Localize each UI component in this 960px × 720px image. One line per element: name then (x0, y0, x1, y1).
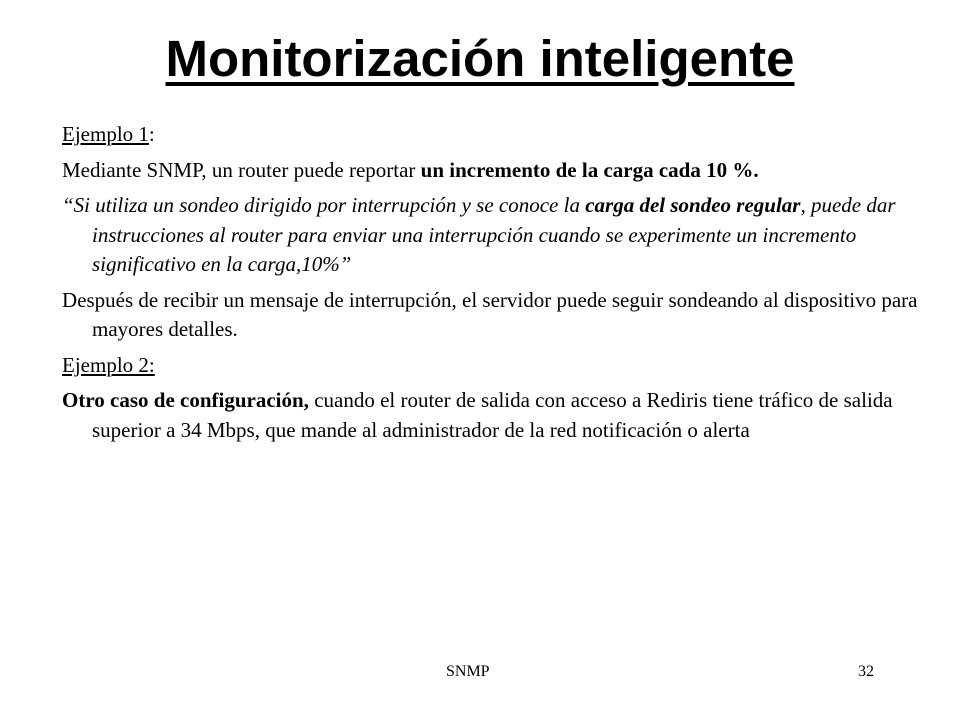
example2-paragraph (62, 386, 924, 445)
example1-heading-text: Ejemplo 1 (62, 122, 149, 146)
example1-heading-colon: : (148, 122, 155, 146)
example1-quote-part-c: , puede dar instrucciones al router para enviar una interrupción cuando se experimente un incremento significativo en la carga,10%” (92, 193, 896, 276)
slide-body (62, 120, 924, 451)
example1-p1-plain: Mediante SNMP, un router puede reportar (62, 157, 421, 182)
example1-paragraph-snmp (62, 156, 924, 186)
example2-heading (62, 351, 924, 381)
example1-quote (62, 191, 924, 280)
example2-p1-bold: Otro caso de configuración, (62, 388, 309, 412)
example1-paragraph-after: Después de recibir un mensaje de interrupción, el servidor puede seguir sondeando al dispositivo para mayores detalles. (62, 287, 918, 341)
page-number: 32 (858, 663, 874, 680)
example2-heading-text: Ejemplo 2: (62, 352, 155, 377)
footer-label: SNMP (446, 663, 490, 680)
example1-quote-part-a: “Si utiliza un sondeo dirigido por interrupción y se conoce la (62, 193, 586, 217)
example1-heading (62, 120, 924, 150)
example2-p1-plain: cuando el router de salida con acceso a Rediris tiene tráfico de salida superior a 34 Mbps, que mande al administrador de la red notificación o alerta (92, 388, 893, 442)
slide-title: Monitorización inteligente (165, 30, 795, 87)
example1-p1-bold: un incremento de la carga cada 10 %. (420, 157, 759, 182)
example1-quote-bold: carga del sondeo regular (585, 193, 801, 217)
